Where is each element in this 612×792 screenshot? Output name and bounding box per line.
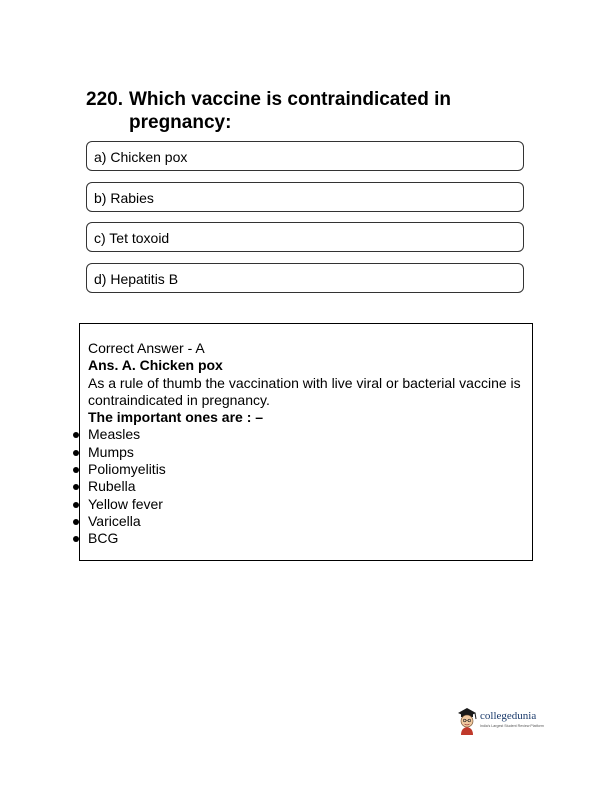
bullet-icon <box>73 450 79 456</box>
vaccine-list <box>88 426 524 547</box>
list-item <box>88 513 524 530</box>
list-heading: The important ones are : – <box>88 409 264 426</box>
option-b[interactable]: b) Rabies <box>86 182 524 212</box>
list-item <box>88 444 524 461</box>
list-item <box>88 530 524 547</box>
option-a[interactable]: a) Chicken pox <box>86 141 524 171</box>
answer-explanation: As a rule of thumb the vaccination with live viral or bacterial vaccine is contraindicated in pregnancy. <box>88 374 521 408</box>
correct-answer: Correct Answer - A <box>88 340 205 356</box>
list-item <box>88 496 524 513</box>
bullet-icon <box>73 432 79 438</box>
list-item <box>88 426 524 443</box>
list-item-label: BCG <box>88 530 119 547</box>
answer-box <box>79 323 533 561</box>
logo-tagline: India's Largest Student Review Platform <box>480 724 544 728</box>
list-item <box>88 461 524 478</box>
question-number: 220. <box>86 89 123 110</box>
logo-name: collegedunia <box>480 710 537 722</box>
option-d[interactable]: d) Hepatitis B <box>86 263 524 293</box>
bullet-icon <box>73 467 79 473</box>
bullet-icon <box>73 519 79 525</box>
question-text: Which vaccine is contraindicated in pregnancy: <box>129 89 452 133</box>
list-item <box>88 478 524 495</box>
list-item-label: Mumps <box>88 443 134 460</box>
bullet-icon <box>73 484 79 490</box>
collegedunia-logo[interactable] <box>456 704 556 738</box>
bullet-icon <box>73 536 79 542</box>
bullet-icon <box>73 502 79 508</box>
answer-heading: Ans. A. Chicken pox <box>88 357 223 374</box>
list-item-label: Measles <box>88 426 141 443</box>
student-mascot-icon <box>456 706 478 736</box>
list-item-label: Yellow fever <box>88 495 163 512</box>
list-item-label: Rubella <box>88 478 136 495</box>
list-item-label: Poliomyelitis <box>88 461 166 478</box>
list-item-label: Varicella <box>88 512 141 529</box>
option-c[interactable]: c) Tet toxoid <box>86 222 524 252</box>
question-heading <box>86 88 526 134</box>
